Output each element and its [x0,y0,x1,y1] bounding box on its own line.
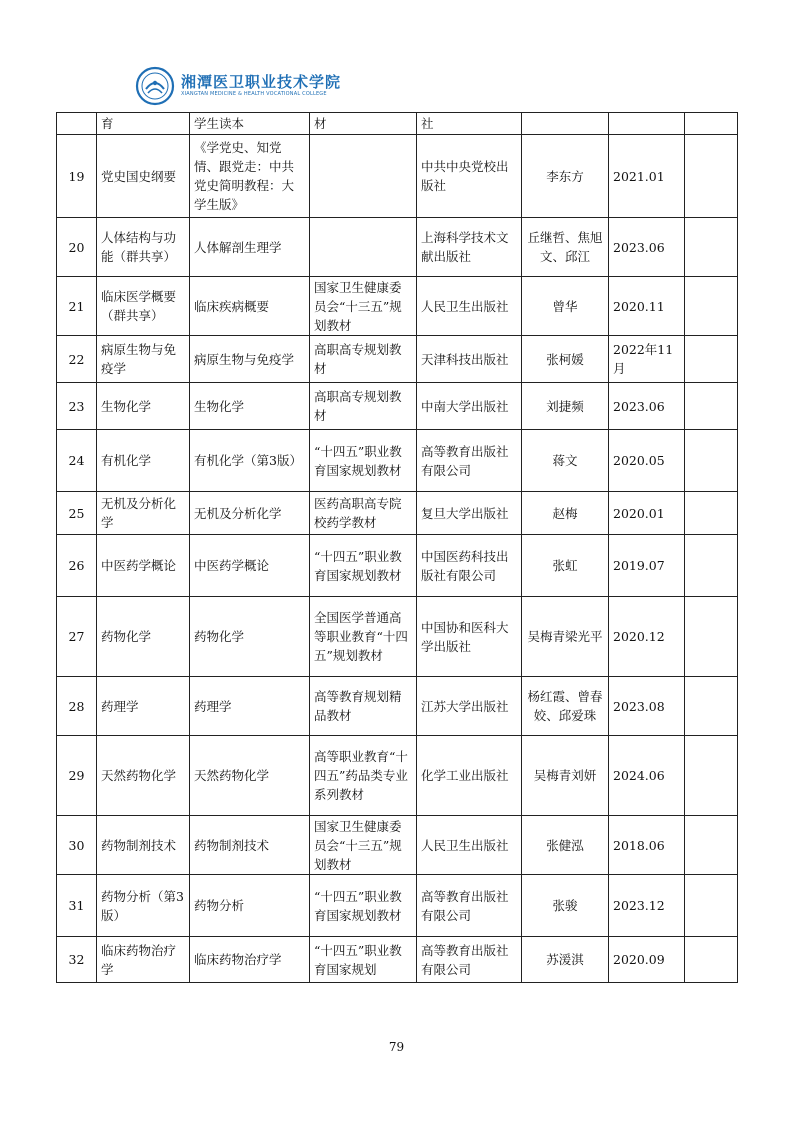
table-row-continued [57,113,738,135]
remark-cell [685,135,738,218]
course-name-cell: 党史国史纲要 [97,135,190,218]
author-cell: 李东方 [522,135,609,218]
publish-date-cell: 2018.06 [609,816,685,875]
table-cell [57,113,97,135]
author-cell: 张健泓 [522,816,609,875]
table-row [57,597,738,677]
textbook-table [56,112,738,983]
publish-date-cell: 2020.01 [609,492,685,535]
textbook-title-cell: 《学党史、知党情、跟党走：中共党史简明教程：大学生版》 [190,135,310,218]
row-number-cell: 31 [57,875,97,937]
textbook-title-cell: 生物化学 [190,383,310,430]
author-cell: 杨红霞、曾春姣、邱爱珠 [522,677,609,736]
row-number-cell: 22 [57,336,97,383]
publisher-cell: 人民卫生出版社 [417,277,522,336]
publish-date-cell: 2020.12 [609,597,685,677]
publisher-cell: 上海科学技术文献出版社 [417,218,522,277]
publisher-cell: 人民卫生出版社 [417,816,522,875]
author-cell: 刘捷频 [522,383,609,430]
publish-date-cell: 2023.06 [609,383,685,430]
table-row [57,816,738,875]
row-number-cell: 26 [57,535,97,597]
textbook-title-cell: 药物制剂技术 [190,816,310,875]
publisher-cell: 化学工业出版社 [417,736,522,816]
publisher-cell: 中国医药科技出版社有限公司 [417,535,522,597]
row-number-cell: 30 [57,816,97,875]
row-number-cell: 24 [57,430,97,492]
textbook-type-cell: 高等职业教育“十四五”药品类专业系列教材 [310,736,417,816]
remark-cell [685,677,738,736]
course-name-cell: 生物化学 [97,383,190,430]
remark-cell [685,597,738,677]
author-cell: 苏湲淇 [522,937,609,983]
course-name-cell: 临床药物治疗学 [97,937,190,983]
remark-cell [685,875,738,937]
table-row [57,336,738,383]
textbook-type-cell: “十四五”职业教育国家规划教材 [310,535,417,597]
publish-date-cell: 2023.12 [609,875,685,937]
table-row [57,937,738,983]
textbook-title-cell: 病原生物与免疫学 [190,336,310,383]
publisher-cell: 高等教育出版社有限公司 [417,430,522,492]
college-emblem-icon [135,66,175,106]
textbook-type-cell [310,218,417,277]
course-name-cell: 有机化学 [97,430,190,492]
course-name-cell: 药理学 [97,677,190,736]
publish-date-cell: 2024.06 [609,736,685,816]
publisher-cell: 中国协和医科大学出版社 [417,597,522,677]
table-row [57,677,738,736]
remark-cell [685,336,738,383]
textbook-type-cell: 高等教育规划精品教材 [310,677,417,736]
logo-english-name: XIANGTAN MEDICINE & HEALTH VOCATIONAL COLLEGE [181,91,327,97]
table-cell [685,113,738,135]
course-name-cell: 中医药学概论 [97,535,190,597]
textbook-type-cell: “十四五”职业教育国家规划 [310,937,417,983]
textbook-type-cell: 医药高职高专院校药学教材 [310,492,417,535]
textbook-title-cell: 临床疾病概要 [190,277,310,336]
textbook-title-cell: 药物化学 [190,597,310,677]
course-name-cell: 药物分析（第3版） [97,875,190,937]
textbook-type-cell: 全国医学普通高等职业教育“十四五”规划教材 [310,597,417,677]
table-row [57,135,738,218]
author-cell: 张骏 [522,875,609,937]
textbook-type-cell [310,135,417,218]
publisher-cell: 高等教育出版社有限公司 [417,875,522,937]
textbook-title-cell: 药物分析 [190,875,310,937]
table-row [57,383,738,430]
course-name-cell: 药物制剂技术 [97,816,190,875]
course-name-cell: 临床医学概要（群共享） [97,277,190,336]
remark-cell [685,736,738,816]
course-name-cell: 天然药物化学 [97,736,190,816]
table-cell [609,113,685,135]
textbook-type-cell: 高职高专规划教材 [310,383,417,430]
logo-chinese-name: 湘潭医卫职业技术学院 [181,73,342,91]
remark-cell [685,430,738,492]
table-row [57,218,738,277]
author-cell: 吴梅青刘妍 [522,736,609,816]
course-name-cell: 无机及分析化学 [97,492,190,535]
row-number-cell: 28 [57,677,97,736]
table-body [57,113,738,983]
remark-cell [685,937,738,983]
table-row [57,535,738,597]
author-cell: 张虹 [522,535,609,597]
author-cell: 张柯媛 [522,336,609,383]
college-logo [135,66,341,106]
row-number-cell: 21 [57,277,97,336]
publish-date-cell: 2020.11 [609,277,685,336]
table-cell [522,113,609,135]
author-cell: 蒋文 [522,430,609,492]
textbook-title-cell: 中医药学概论 [190,535,310,597]
row-number-cell: 25 [57,492,97,535]
author-cell: 曾华 [522,277,609,336]
page-number: 79 [388,1040,405,1054]
remark-cell [685,535,738,597]
publish-date-cell: 2021.01 [609,135,685,218]
publish-date-cell: 2023.06 [609,218,685,277]
course-name-cell: 人体结构与功能（群共享） [97,218,190,277]
textbook-type-cell: “十四五”职业教育国家规划教材 [310,875,417,937]
remark-cell [685,277,738,336]
table-cell: 材 [310,113,417,135]
remark-cell [685,218,738,277]
remark-cell [685,383,738,430]
remark-cell [685,816,738,875]
table-row [57,430,738,492]
course-name-cell: 病原生物与免疫学 [97,336,190,383]
textbook-title-cell: 临床药物治疗学 [190,937,310,983]
textbook-type-cell: 高职高专规划教材 [310,336,417,383]
textbook-title-cell: 天然药物化学 [190,736,310,816]
row-number-cell: 32 [57,937,97,983]
publisher-cell: 中南大学出版社 [417,383,522,430]
row-number-cell: 29 [57,736,97,816]
publisher-cell: 复旦大学出版社 [417,492,522,535]
row-number-cell: 20 [57,218,97,277]
row-number-cell: 23 [57,383,97,430]
table-row [57,492,738,535]
publisher-cell: 高等教育出版社有限公司 [417,937,522,983]
textbook-title-cell: 有机化学（第3版） [190,430,310,492]
textbook-type-cell: “十四五”职业教育国家规划教材 [310,430,417,492]
author-cell: 吴梅青梁光平 [522,597,609,677]
publisher-cell: 天津科技出版社 [417,336,522,383]
publish-date-cell: 2023.08 [609,677,685,736]
table-cell: 育 [97,113,190,135]
textbook-type-cell: 国家卫生健康委员会“十三五”规划教材 [310,816,417,875]
textbook-title-cell: 人体解剖生理学 [190,218,310,277]
course-name-cell: 药物化学 [97,597,190,677]
table-cell: 社 [417,113,522,135]
textbook-type-cell: 国家卫生健康委员会“十三五”规划教材 [310,277,417,336]
author-cell: 丘继哲、焦旭文、邱江 [522,218,609,277]
publish-date-cell: 2020.09 [609,937,685,983]
publish-date-cell: 2020.05 [609,430,685,492]
row-number-cell: 27 [57,597,97,677]
author-cell: 赵梅 [522,492,609,535]
publisher-cell: 中共中央党校出版社 [417,135,522,218]
table-row [57,875,738,937]
publish-date-cell: 2019.07 [609,535,685,597]
publish-date-cell: 2022年11月 [609,336,685,383]
row-number-cell: 19 [57,135,97,218]
textbook-title-cell: 无机及分析化学 [190,492,310,535]
textbook-title-cell: 药理学 [190,677,310,736]
remark-cell [685,492,738,535]
table-cell: 学生读本 [190,113,310,135]
publisher-cell: 江苏大学出版社 [417,677,522,736]
table-row [57,277,738,336]
table-row [57,736,738,816]
